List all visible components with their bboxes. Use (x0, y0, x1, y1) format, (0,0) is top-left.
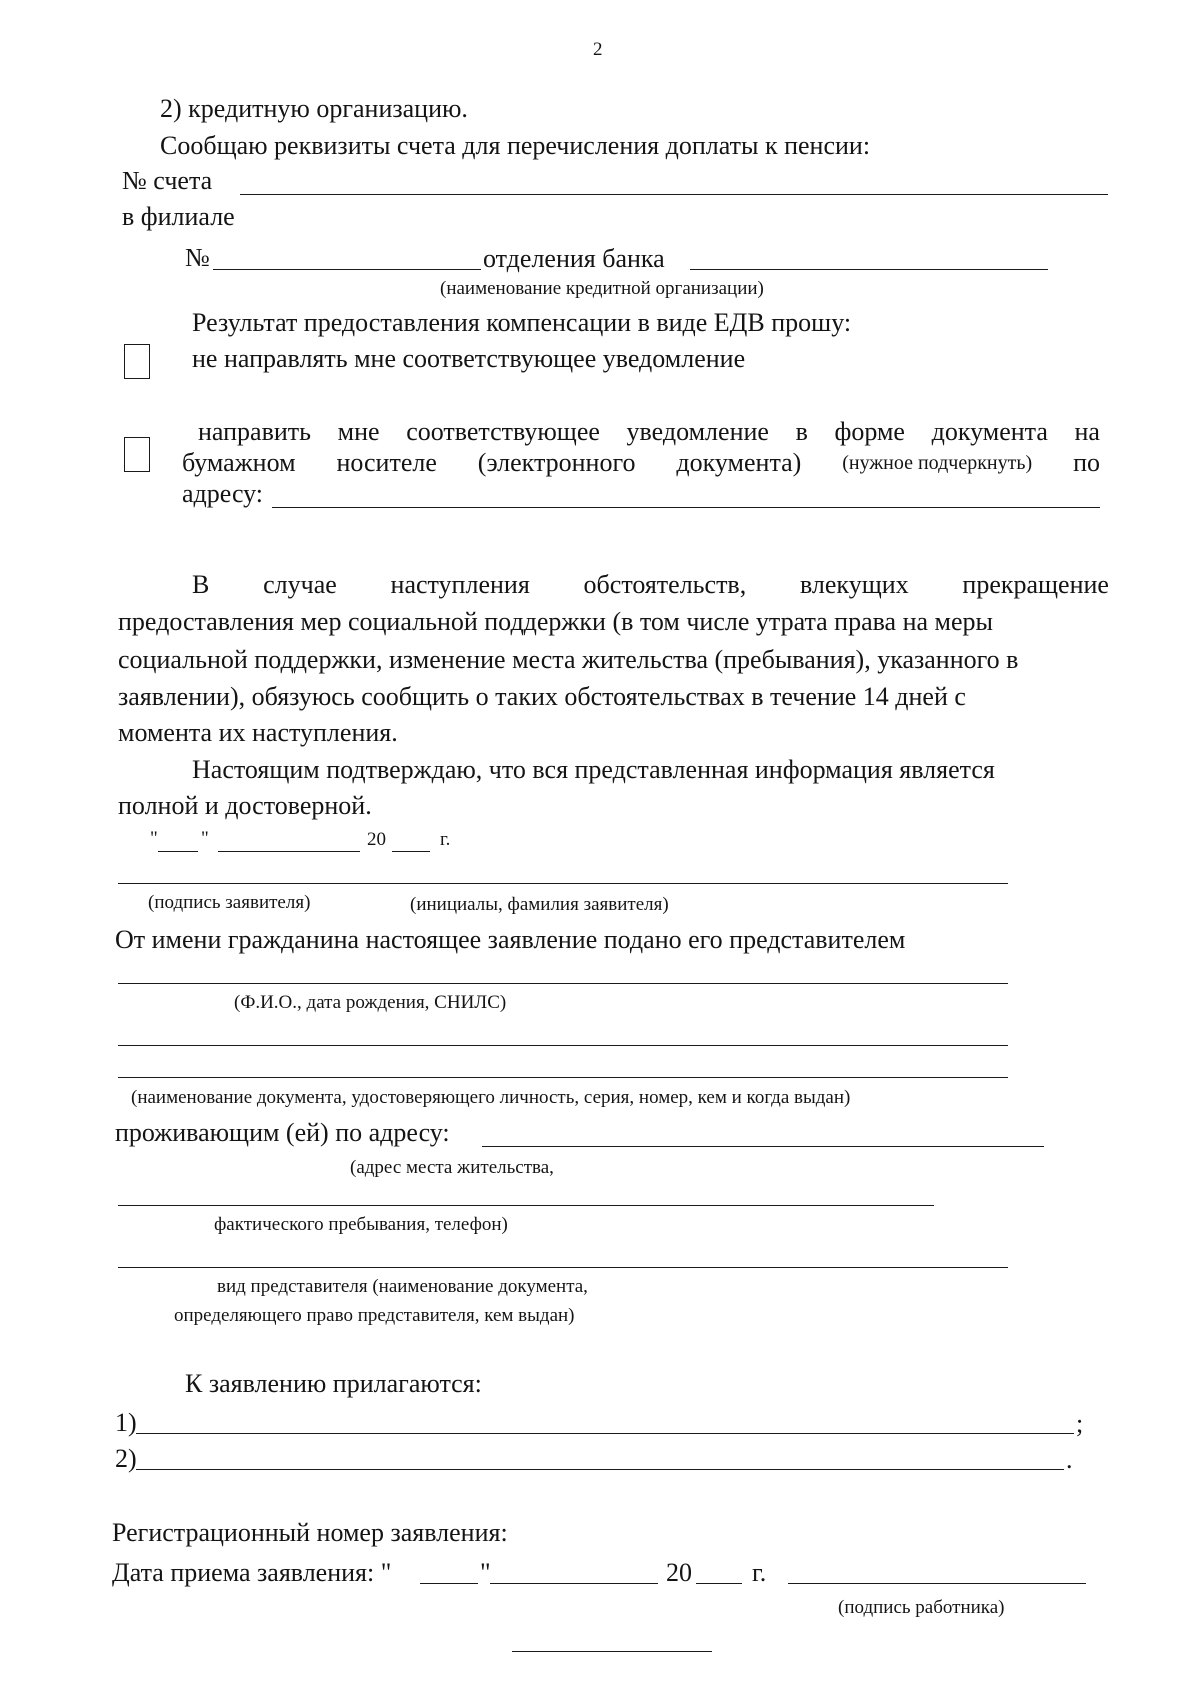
obligation-line2: предоставления мер социальной поддержки (в том числе утрата права на меры (118, 607, 994, 636)
attachment-2-field[interactable] (136, 1469, 1064, 1470)
applicant-date-suffix: г. (440, 829, 451, 850)
kind-caption-2: определяющего право представителя, кем выдан) (174, 1305, 575, 1326)
acceptance-date-quote-close: " (480, 1558, 491, 1587)
representative-fio-field[interactable] (118, 983, 1008, 984)
item-credit-organization: 2) кредитную организацию. (160, 94, 468, 123)
applicant-signature-field[interactable] (118, 883, 1008, 884)
signature-caption: (подпись заявителя) (148, 892, 311, 913)
applicant-date-month-field[interactable] (218, 851, 360, 852)
attachment-1-field[interactable] (136, 1433, 1074, 1434)
registration-number-label: Регистрационный номер заявления: (112, 1518, 508, 1547)
attachment-2-prefix: 2) (115, 1444, 137, 1473)
name-caption: (инициалы, фамилия заявителя) (410, 894, 669, 915)
bank-department-field[interactable] (690, 269, 1048, 270)
branch-number-field[interactable] (213, 269, 481, 270)
send-notification-line2: бумажном носителе (электронного документа) (нужное подчеркнуть) по (182, 448, 1100, 477)
attachment-1-end: ; (1076, 1409, 1084, 1438)
fio-caption: (Ф.И.О., дата рождения, СНИЛС) (234, 992, 507, 1013)
no-notification-checkbox[interactable] (124, 344, 150, 379)
underline-note: (нужное подчеркнуть) (842, 452, 1033, 474)
notification-intro: Результат предоставления компенсации в виде ЕДВ прошу: (192, 308, 852, 337)
representative-address-field[interactable] (482, 1146, 1044, 1147)
acceptance-date-label: Дата приема заявления: " (112, 1558, 392, 1587)
send-notification-checkbox[interactable] (124, 437, 150, 472)
obligation-line5: момента их наступления. (118, 718, 398, 747)
applicant-date-day-field[interactable] (158, 851, 198, 852)
representative-document-field-2[interactable] (118, 1077, 1008, 1078)
no-notification-label: не направлять мне соответствующее уведомление (192, 344, 746, 373)
representative-kind-field[interactable] (118, 1267, 1008, 1268)
notification-address-field[interactable] (272, 507, 1100, 508)
representative-stay-field[interactable] (118, 1205, 934, 1206)
acceptance-date-month-field[interactable] (490, 1583, 658, 1584)
obligation-line3: социальной поддержки, изменение места жительства (пребывания), указанного в (118, 645, 1019, 674)
notification-address-label: адресу: (182, 479, 264, 508)
representative-intro: От имени гражданина настоящее заявление подано его представителем (115, 925, 906, 954)
send-notification-line1: направить мне соответствующее уведомление в форме документа на (198, 417, 1100, 446)
acceptance-date-day-field[interactable] (420, 1583, 478, 1584)
attachment-2-end: . (1066, 1445, 1073, 1474)
applicant-date-year-field[interactable] (392, 851, 430, 852)
obligation-line1: В случае наступления обстоятельств, влекущих прекращение (192, 570, 1109, 599)
worker-signature-field[interactable] (788, 1583, 1086, 1584)
acceptance-date-year-prefix: 20 (666, 1558, 692, 1587)
account-number-field[interactable] (240, 194, 1108, 195)
credit-org-caption: (наименование кредитной организации) (440, 278, 764, 299)
address-caption-1: (адрес места жительства, (350, 1157, 554, 1178)
confirmation-line2: полной и достоверной. (118, 791, 372, 820)
branch-label: в филиале (122, 202, 235, 231)
page-number: 2 (593, 39, 603, 60)
department-label: отделения банка (483, 244, 665, 273)
document-caption: (наименование документа, удостоверяющего личность, серия, номер, кем и когда выдан) (131, 1087, 851, 1108)
acceptance-date-suffix: г. (752, 1558, 767, 1587)
account-label: № счета (122, 166, 213, 195)
applicant-date-quote-close: " (201, 828, 209, 849)
kind-caption-1: вид представителя (наименование документа, (217, 1276, 588, 1297)
obligation-line4: заявлении), обязуюсь сообщить о таких обстоятельствах в течение 14 дней с (118, 682, 966, 711)
footer-separator (512, 1651, 712, 1652)
branch-number-sign: № (185, 243, 210, 272)
address-caption-2: фактического пребывания, телефон) (214, 1214, 508, 1235)
worker-signature-caption: (подпись работника) (838, 1597, 1005, 1618)
requisites-intro: Сообщаю реквизиты счета для перечисления доплаты к пенсии: (160, 131, 871, 160)
representative-document-field-1[interactable] (118, 1045, 1008, 1046)
attachment-1-prefix: 1) (115, 1408, 137, 1437)
acceptance-date-year-field[interactable] (696, 1583, 742, 1584)
applicant-date-quote-open: " (150, 828, 158, 849)
applicant-date-year-prefix: 20 (367, 829, 386, 850)
confirmation-line1: Настоящим подтверждаю, что вся представленная информация является (192, 755, 995, 784)
address-label: проживающим (ей) по адресу: (115, 1118, 450, 1147)
attachments-title: К заявлению прилагаются: (185, 1369, 482, 1398)
